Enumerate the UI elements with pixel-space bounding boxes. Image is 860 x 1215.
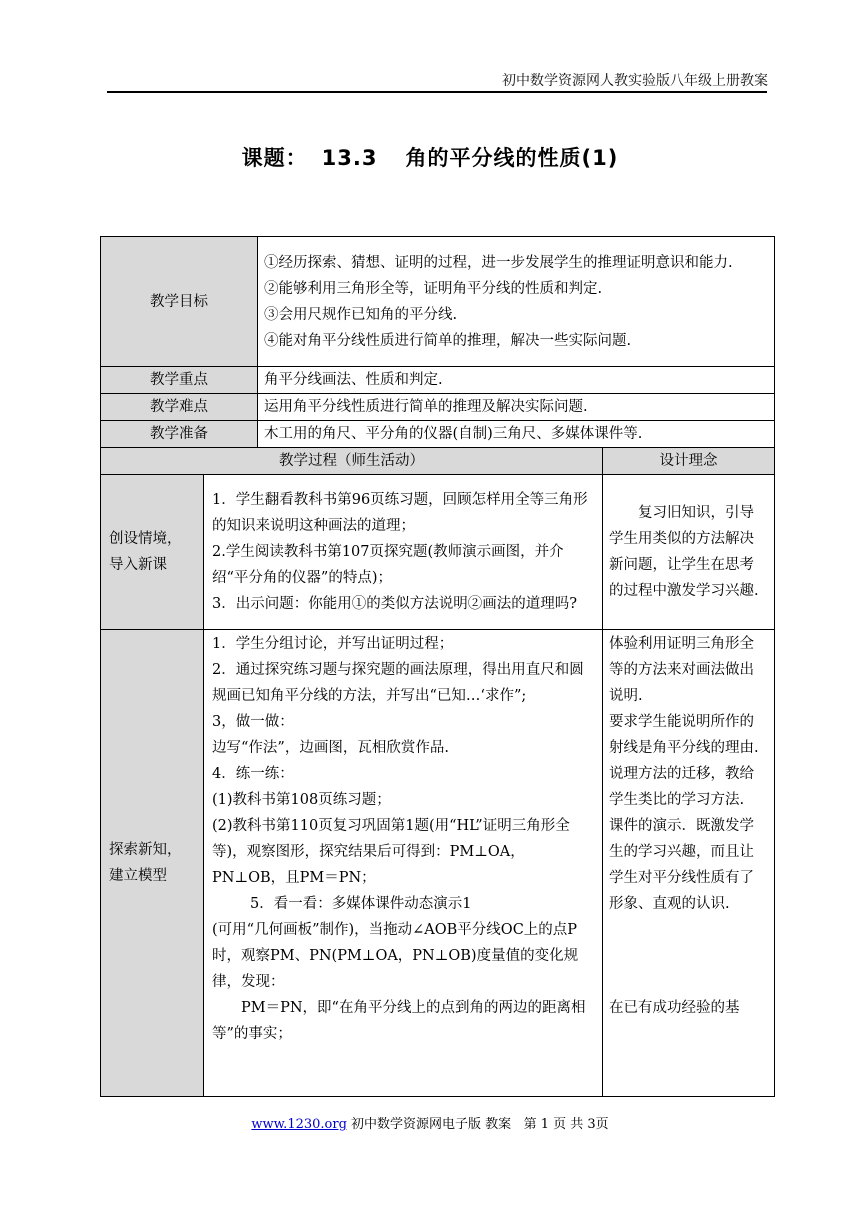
concept-text: 在已有成功经验的基 [609,1000,740,1016]
header-rule [107,91,767,93]
title-label: 课题： [241,146,308,170]
section-label-line: 建立模型 [109,868,167,884]
objective-item: ③会用尺规作已知角的平分线. [264,306,458,323]
process-item: 边写“作法”，边画图，瓦相欣赏作品. [212,740,449,756]
process-item: 3，做一做： [212,714,294,730]
objectives-content [258,237,775,367]
section-explore-content [204,630,603,1097]
section-intro-label [101,475,204,630]
section-explore-concept [603,630,775,1097]
process-header: 教学过程（师生活动） [101,448,603,475]
objectives-row [101,237,775,367]
section-explore-row [101,630,775,1097]
key-points-row [101,367,775,394]
section-label-line: 导入新课 [109,557,167,573]
site-link[interactable]: www.1230.org [251,1117,347,1132]
process-item: PM＝PN，即“在角平分线上的点到角的两边的距离相等”的事实； [212,1000,586,1042]
preparation-label: 教学准备 [101,421,258,448]
lesson-title [0,142,860,172]
process-item: 1．学生翻看教科书第96页练习题，回顾怎样用全等三角形的知识来说明这种画法的道理； [212,492,588,534]
concept-text: 体验利用证明三角形全等的方法来对画法做出说明. [609,636,754,704]
difficulties-content: 运用角平分线性质进行简单的推理及解决实际问题. [258,394,775,421]
concept-header: 设计理念 [603,448,775,475]
concept-text: 复习旧知识，引导学生用类似的方法解决新问题，让学生在思考的过程中激发学习兴趣. [609,505,759,599]
objective-item: ②能够利用三角形全等，证明角平分线的性质和判定. [264,280,603,297]
section-intro-content [204,475,603,630]
process-item: 2．通过探究练习题与探究题的画法原理，得出用直尺和圆规画已知角平分线的方法，并写出“已知…‘求作”; [212,662,584,704]
process-item: (可用“几何画板”制作)，当拖动∠AOB平分线OC上的点P时，观察PM、PN(PM⊥OA，PN⊥OB)度量值的变化规律，发现： [212,922,579,990]
page-footer [0,1113,860,1132]
process-item: 5．看一看：多媒体课件动态演示1 [250,896,472,912]
title-number: 13.3 [321,146,378,170]
objectives-label: 教学目标 [101,237,258,367]
difficulties-row [101,394,775,421]
title-name: 角的平分线的性质(1) [405,146,619,170]
section-label-line: 创设情境， [109,531,182,547]
key-points-label: 教学重点 [101,367,258,394]
preparation-row [101,421,775,448]
concept-text: 课件的演示．既激发学生的学习兴趣，而且让学生对平分线性质有了形象、直观的认识. [609,818,754,912]
objective-item: ④能对角平分线性质进行简单的推理，解决一些实际问题. [264,332,632,349]
process-item: 2.学生阅读教科书第107页探究题(教师演示画图，并介绍“平分角的仪器”的特点)； [212,544,564,586]
page-header: 初中数学资源网人教实验版八年级上册教案 [502,73,768,89]
key-points-content: 角平分线画法、性质和判定. [258,367,775,394]
process-item: (2)教科书第110页复习巩固第1题(用“HL”证明三角形全等)，观察图形，探究结果后可得到：PM⊥OA，PN⊥OB，且PM＝PN； [212,818,570,886]
section-intro-concept [603,475,775,630]
footer-text: 初中数学资源网电子版 教案 第 1 页 共 3页 [346,1117,609,1132]
preparation-content: 木工用的角尺、平分角的仪器(自制)三角尺、多媒体课件等. [258,421,775,448]
process-header-row [101,448,775,475]
process-item: (1)教科书第108页练习题； [212,792,391,808]
objective-item: ①经历探索、猜想、证明的过程，进一步发展学生的推理证明意识和能力. [264,254,733,271]
difficulties-label: 教学难点 [101,394,258,421]
process-item: 4．练一练： [212,766,294,782]
process-item: 1．学生分组讨论，并写出证明过程； [212,636,454,652]
process-item: 3．出示问题：你能用①的类似方法说明②画法的道理吗? [212,596,577,612]
section-intro-row [101,475,775,630]
concept-text: 要求学生能说明所作的射线是角平分线的理由. [609,714,759,756]
section-explore-label [101,630,204,1097]
section-label-line: 探索新知， [109,842,182,858]
lesson-plan-table [100,236,775,1097]
concept-text: 说理方法的迁移，教给学生类比的学习方法. [609,766,754,808]
